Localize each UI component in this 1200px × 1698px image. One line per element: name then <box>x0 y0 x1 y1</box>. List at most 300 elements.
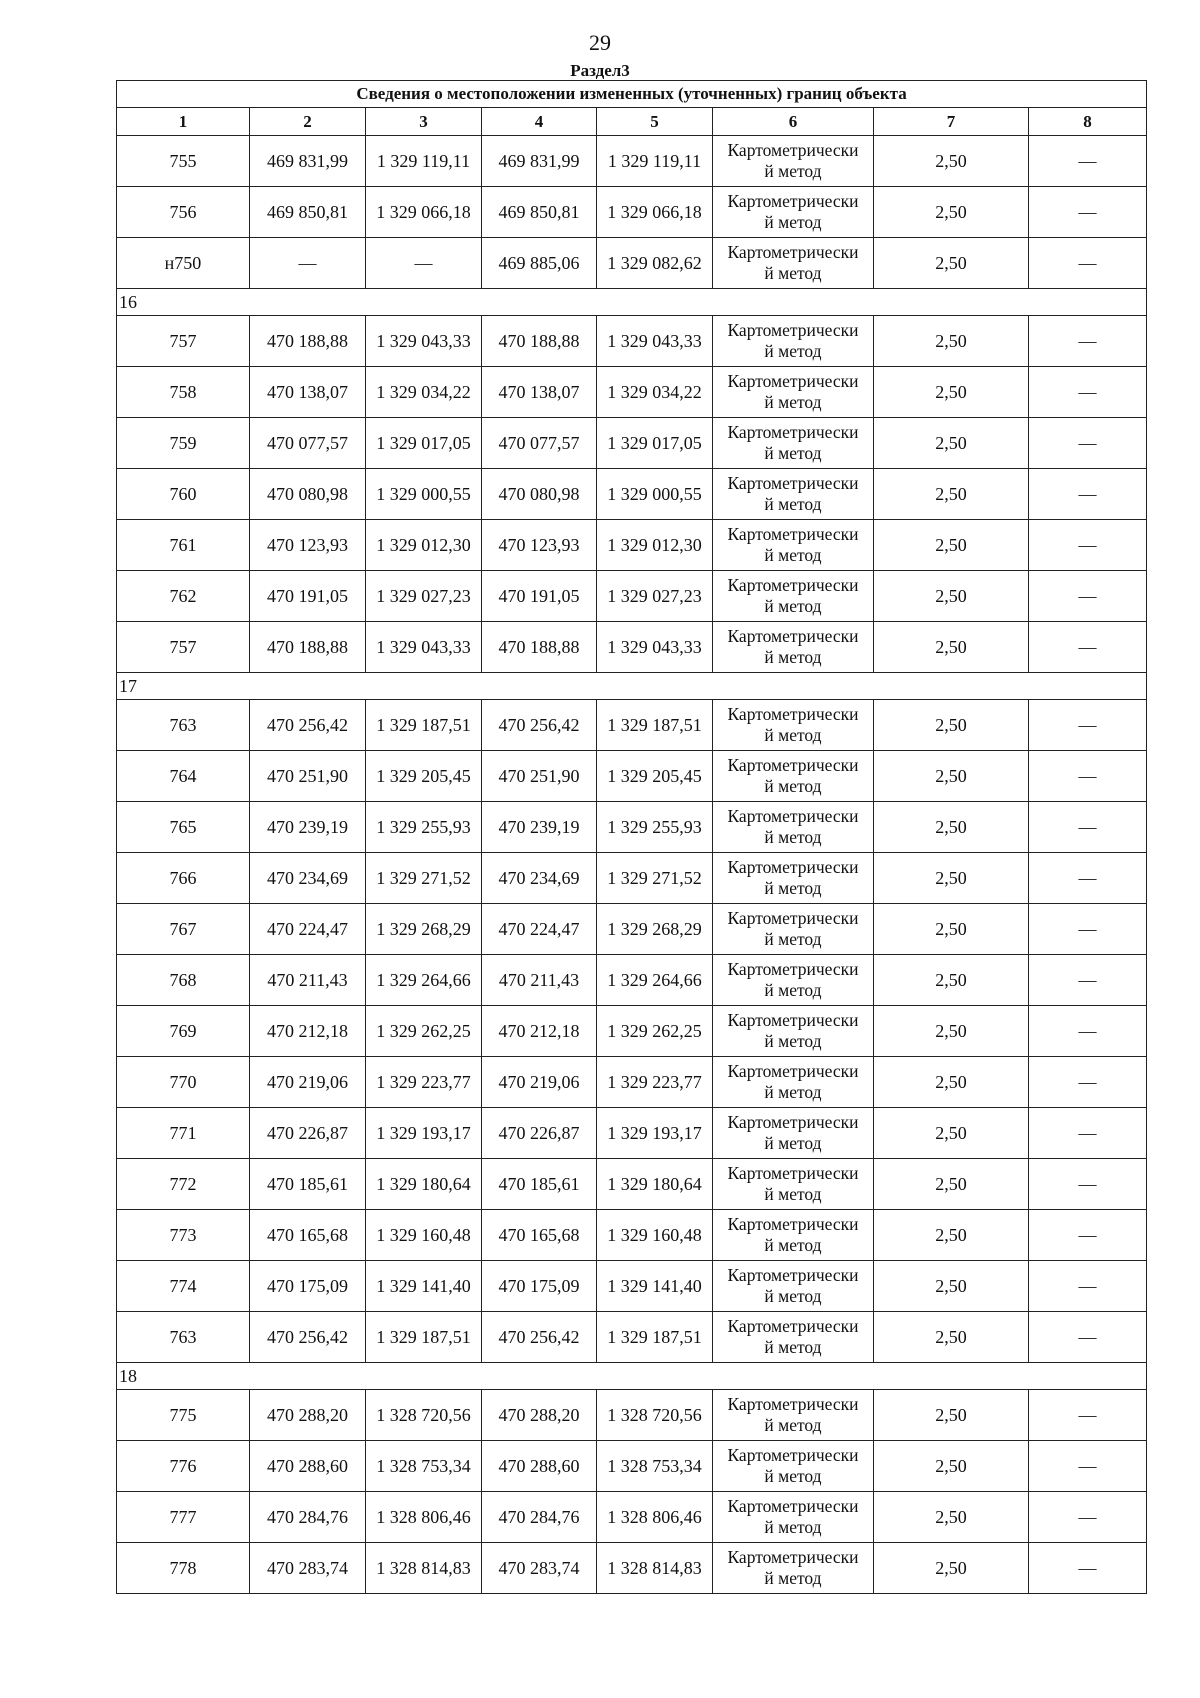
accuracy-cell: 2,50 <box>874 571 1029 622</box>
table-row <box>117 1390 1147 1441</box>
method-text-line: й метод <box>764 827 822 847</box>
point-number-cell: 772 <box>117 1159 250 1210</box>
new-y-cell: 1 329 180,64 <box>597 1159 713 1210</box>
new-y-cell: 1 329 193,17 <box>597 1108 713 1159</box>
description-cell: — <box>1029 1108 1147 1159</box>
old-y-cell: 1 329 271,52 <box>366 853 482 904</box>
new-x-cell: 470 251,90 <box>482 751 597 802</box>
old-y-cell: 1 329 160,48 <box>366 1210 482 1261</box>
old-x-cell: 470 165,68 <box>250 1210 366 1261</box>
method-text-line: Картометрически <box>727 806 859 826</box>
accuracy-cell: 2,50 <box>874 367 1029 418</box>
table-row <box>117 802 1147 853</box>
new-x-cell: 470 239,19 <box>482 802 597 853</box>
new-y-cell: 1 329 262,25 <box>597 1006 713 1057</box>
point-number-cell: 775 <box>117 1390 250 1441</box>
table-row <box>117 1492 1147 1543</box>
old-y-cell: 1 328 814,83 <box>366 1543 482 1594</box>
old-x-cell: 470 256,42 <box>250 700 366 751</box>
method-text-line: й метод <box>764 1517 822 1537</box>
table-row <box>117 853 1147 904</box>
table-row <box>117 1006 1147 1057</box>
column-header: 1 <box>117 108 250 136</box>
new-x-cell: 470 256,42 <box>482 700 597 751</box>
old-x-cell: 470 219,06 <box>250 1057 366 1108</box>
section-title: Раздел3 <box>570 61 630 80</box>
accuracy-cell: 2,50 <box>874 1441 1029 1492</box>
old-x-cell: 470 211,43 <box>250 955 366 1006</box>
method-text-line: Картометрически <box>727 575 859 595</box>
method-cell <box>713 1492 874 1543</box>
description-cell: — <box>1029 1312 1147 1363</box>
description-cell: — <box>1029 520 1147 571</box>
new-x-cell: 470 191,05 <box>482 571 597 622</box>
new-y-cell: 1 329 082,62 <box>597 238 713 289</box>
accuracy-cell: 2,50 <box>874 622 1029 673</box>
method-text-line: Картометрически <box>727 626 859 646</box>
description-cell: — <box>1029 418 1147 469</box>
point-number-cell: 757 <box>117 316 250 367</box>
old-x-cell: 470 251,90 <box>250 751 366 802</box>
method-text-line: й метод <box>764 596 822 616</box>
accuracy-cell: 2,50 <box>874 316 1029 367</box>
description-cell: — <box>1029 238 1147 289</box>
old-x-cell: 470 288,60 <box>250 1441 366 1492</box>
method-cell <box>713 622 874 673</box>
new-x-cell: 470 256,42 <box>482 1312 597 1363</box>
point-number-cell: 758 <box>117 367 250 418</box>
method-cell <box>713 853 874 904</box>
method-cell <box>713 955 874 1006</box>
accuracy-cell: 2,50 <box>874 1108 1029 1159</box>
accuracy-cell: 2,50 <box>874 469 1029 520</box>
new-x-cell: 470 188,88 <box>482 622 597 673</box>
new-x-cell: 470 211,43 <box>482 955 597 1006</box>
old-x-cell: 470 283,74 <box>250 1543 366 1594</box>
old-x-cell: 470 226,87 <box>250 1108 366 1159</box>
point-number-cell: 765 <box>117 802 250 853</box>
column-header: 2 <box>250 108 366 136</box>
description-cell: — <box>1029 1492 1147 1543</box>
table-row <box>117 622 1147 673</box>
new-x-cell: 470 288,60 <box>482 1441 597 1492</box>
point-number-cell: 755 <box>117 136 250 187</box>
table-row <box>117 1441 1147 1492</box>
description-cell: — <box>1029 1159 1147 1210</box>
new-x-cell: 470 283,74 <box>482 1543 597 1594</box>
method-text-line: й метод <box>764 1082 822 1102</box>
column-header: 4 <box>482 108 597 136</box>
contour-number: 17 <box>117 673 1147 700</box>
method-cell <box>713 1390 874 1441</box>
method-text-line: Картометрически <box>727 1445 859 1465</box>
accuracy-cell: 2,50 <box>874 1006 1029 1057</box>
method-cell <box>713 1543 874 1594</box>
method-text-line: Картометрически <box>727 140 859 160</box>
method-text-line: Картометрически <box>727 1214 859 1234</box>
page-number: 29 <box>589 30 611 55</box>
method-cell <box>713 520 874 571</box>
table-row <box>117 751 1147 802</box>
accuracy-cell: 2,50 <box>874 904 1029 955</box>
method-cell <box>713 469 874 520</box>
old-y-cell: 1 329 012,30 <box>366 520 482 571</box>
accuracy-cell: 2,50 <box>874 1543 1029 1594</box>
description-cell: — <box>1029 316 1147 367</box>
new-y-cell: 1 329 119,11 <box>597 136 713 187</box>
method-text-line: Картометрически <box>727 422 859 442</box>
old-y-cell: 1 329 180,64 <box>366 1159 482 1210</box>
accuracy-cell: 2,50 <box>874 1390 1029 1441</box>
old-y-cell: 1 328 720,56 <box>366 1390 482 1441</box>
accuracy-cell: 2,50 <box>874 700 1029 751</box>
method-text-line: Картометрически <box>727 1061 859 1081</box>
point-number-cell: 769 <box>117 1006 250 1057</box>
old-y-cell: 1 329 066,18 <box>366 187 482 238</box>
new-x-cell: 470 175,09 <box>482 1261 597 1312</box>
point-number-cell: 767 <box>117 904 250 955</box>
old-x-cell: 469 850,81 <box>250 187 366 238</box>
new-y-cell: 1 329 034,22 <box>597 367 713 418</box>
new-x-cell: 469 850,81 <box>482 187 597 238</box>
new-x-cell: 469 885,06 <box>482 238 597 289</box>
accuracy-cell: 2,50 <box>874 520 1029 571</box>
old-y-cell: 1 329 187,51 <box>366 1312 482 1363</box>
new-y-cell: 1 329 187,51 <box>597 700 713 751</box>
point-number-cell: 768 <box>117 955 250 1006</box>
point-number-cell: 763 <box>117 1312 250 1363</box>
new-x-cell: 470 080,98 <box>482 469 597 520</box>
old-y-cell: 1 329 034,22 <box>366 367 482 418</box>
method-text-line: й метод <box>764 776 822 796</box>
old-x-cell: 470 188,88 <box>250 622 366 673</box>
old-y-cell: 1 329 223,77 <box>366 1057 482 1108</box>
method-cell <box>713 1261 874 1312</box>
table-row <box>117 136 1147 187</box>
point-number-cell: 774 <box>117 1261 250 1312</box>
description-cell: — <box>1029 187 1147 238</box>
point-number-cell: 764 <box>117 751 250 802</box>
new-x-cell: 470 185,61 <box>482 1159 597 1210</box>
new-y-cell: 1 329 223,77 <box>597 1057 713 1108</box>
new-y-cell: 1 329 043,33 <box>597 316 713 367</box>
method-text-line: Картометрически <box>727 1394 859 1414</box>
new-y-cell: 1 329 160,48 <box>597 1210 713 1261</box>
point-number-cell: 760 <box>117 469 250 520</box>
method-text-line: Картометрически <box>727 1010 859 1030</box>
contour-number: 16 <box>117 289 1147 316</box>
method-text-line: Картометрически <box>727 959 859 979</box>
method-text-line: й метод <box>764 878 822 898</box>
point-number-cell: 766 <box>117 853 250 904</box>
new-y-cell: 1 328 720,56 <box>597 1390 713 1441</box>
old-y-cell: 1 329 017,05 <box>366 418 482 469</box>
table-row <box>117 418 1147 469</box>
method-cell <box>713 187 874 238</box>
column-header: 6 <box>713 108 874 136</box>
description-cell: — <box>1029 1006 1147 1057</box>
accuracy-cell: 2,50 <box>874 1159 1029 1210</box>
method-text-line: Картометрически <box>727 242 859 262</box>
method-cell <box>713 418 874 469</box>
old-x-cell: 470 234,69 <box>250 853 366 904</box>
method-cell <box>713 1108 874 1159</box>
old-x-cell: 470 212,18 <box>250 1006 366 1057</box>
method-text-line: й метод <box>764 443 822 463</box>
method-text-line: й метод <box>764 1415 822 1435</box>
old-x-cell: 470 138,07 <box>250 367 366 418</box>
old-x-cell: 469 831,99 <box>250 136 366 187</box>
old-x-cell: 470 123,93 <box>250 520 366 571</box>
description-cell: — <box>1029 1543 1147 1594</box>
contour-number: 18 <box>117 1363 1147 1390</box>
point-number-cell: 762 <box>117 571 250 622</box>
method-cell <box>713 571 874 622</box>
old-y-cell: 1 329 027,23 <box>366 571 482 622</box>
description-cell: — <box>1029 955 1147 1006</box>
point-number-cell: 771 <box>117 1108 250 1159</box>
description-cell: — <box>1029 1441 1147 1492</box>
method-text-line: й метод <box>764 545 822 565</box>
new-y-cell: 1 329 205,45 <box>597 751 713 802</box>
old-x-cell: 470 185,61 <box>250 1159 366 1210</box>
new-x-cell: 470 219,06 <box>482 1057 597 1108</box>
accuracy-cell: 2,50 <box>874 136 1029 187</box>
accuracy-cell: 2,50 <box>874 955 1029 1006</box>
accuracy-cell: 2,50 <box>874 1312 1029 1363</box>
new-y-cell: 1 329 271,52 <box>597 853 713 904</box>
accuracy-cell: 2,50 <box>874 853 1029 904</box>
method-text-line: й метод <box>764 929 822 949</box>
description-cell: — <box>1029 1210 1147 1261</box>
new-y-cell: 1 329 066,18 <box>597 187 713 238</box>
old-y-cell: 1 329 000,55 <box>366 469 482 520</box>
table-row <box>117 571 1147 622</box>
method-text-line: Картометрически <box>727 1265 859 1285</box>
new-x-cell: 470 138,07 <box>482 367 597 418</box>
table-row <box>117 469 1147 520</box>
description-cell: — <box>1029 700 1147 751</box>
old-y-cell: 1 329 262,25 <box>366 1006 482 1057</box>
method-text-line: Картометрически <box>727 755 859 775</box>
method-text-line: й метод <box>764 1286 822 1306</box>
method-cell <box>713 802 874 853</box>
description-cell: — <box>1029 469 1147 520</box>
table-row <box>117 316 1147 367</box>
table-row <box>117 1057 1147 1108</box>
method-cell <box>713 136 874 187</box>
table-row <box>117 238 1147 289</box>
old-y-cell: 1 329 193,17 <box>366 1108 482 1159</box>
column-header: 7 <box>874 108 1029 136</box>
table-row <box>117 1210 1147 1261</box>
old-x-cell: 470 256,42 <box>250 1312 366 1363</box>
point-number-cell: 756 <box>117 187 250 238</box>
new-x-cell: 470 224,47 <box>482 904 597 955</box>
old-x-cell: 470 188,88 <box>250 316 366 367</box>
method-cell <box>713 367 874 418</box>
old-x-cell: — <box>250 238 366 289</box>
old-y-cell: 1 329 205,45 <box>366 751 482 802</box>
method-text-line: Картометрически <box>727 1547 859 1567</box>
point-number-cell: 773 <box>117 1210 250 1261</box>
description-cell: — <box>1029 1390 1147 1441</box>
old-y-cell: 1 329 255,93 <box>366 802 482 853</box>
method-text-line: й метод <box>764 725 822 745</box>
column-header: 3 <box>366 108 482 136</box>
method-text-line: Картометрически <box>727 704 859 724</box>
method-text-line: й метод <box>764 212 822 232</box>
method-text-line: й метод <box>764 392 822 412</box>
accuracy-cell: 2,50 <box>874 1057 1029 1108</box>
old-x-cell: 470 288,20 <box>250 1390 366 1441</box>
point-number-cell: 777 <box>117 1492 250 1543</box>
method-cell <box>713 904 874 955</box>
old-y-cell: 1 329 141,40 <box>366 1261 482 1312</box>
description-cell: — <box>1029 1261 1147 1312</box>
old-y-cell: 1 329 187,51 <box>366 700 482 751</box>
table-row <box>117 955 1147 1006</box>
contour-group-row <box>117 673 1147 700</box>
method-text-line: й метод <box>764 494 822 514</box>
new-y-cell: 1 329 012,30 <box>597 520 713 571</box>
contour-group-row <box>117 289 1147 316</box>
method-text-line: й метод <box>764 1133 822 1153</box>
point-number-cell: 757 <box>117 622 250 673</box>
table-row <box>117 520 1147 571</box>
table-row <box>117 187 1147 238</box>
description-cell: — <box>1029 571 1147 622</box>
new-y-cell: 1 329 268,29 <box>597 904 713 955</box>
table-row <box>117 904 1147 955</box>
table-row <box>117 367 1147 418</box>
method-cell <box>713 1006 874 1057</box>
old-y-cell: — <box>366 238 482 289</box>
method-text-line: й метод <box>764 1568 822 1588</box>
method-cell <box>713 1057 874 1108</box>
column-header: 8 <box>1029 108 1147 136</box>
method-text-line: й метод <box>764 1031 822 1051</box>
new-x-cell: 470 188,88 <box>482 316 597 367</box>
description-cell: — <box>1029 751 1147 802</box>
table-row <box>117 1261 1147 1312</box>
method-text-line: й метод <box>764 980 822 1000</box>
method-cell <box>713 316 874 367</box>
new-x-cell: 470 165,68 <box>482 1210 597 1261</box>
method-text-line: й метод <box>764 263 822 283</box>
table-row <box>117 1312 1147 1363</box>
boundary-coordinates-table <box>116 80 1147 1594</box>
method-text-line: Картометрически <box>727 1163 859 1183</box>
table-caption: Сведения о местоположении измененных (уточненных) границ объекта <box>117 81 1147 108</box>
table-body <box>117 136 1147 1594</box>
method-text-line: й метод <box>764 341 822 361</box>
table-row <box>117 1108 1147 1159</box>
method-text-line: й метод <box>764 161 822 181</box>
old-x-cell: 470 175,09 <box>250 1261 366 1312</box>
new-y-cell: 1 329 264,66 <box>597 955 713 1006</box>
old-x-cell: 470 191,05 <box>250 571 366 622</box>
method-text-line: й метод <box>764 1235 822 1255</box>
new-y-cell: 1 329 017,05 <box>597 418 713 469</box>
new-x-cell: 470 226,87 <box>482 1108 597 1159</box>
method-cell <box>713 238 874 289</box>
old-x-cell: 470 284,76 <box>250 1492 366 1543</box>
method-cell <box>713 1312 874 1363</box>
new-y-cell: 1 329 141,40 <box>597 1261 713 1312</box>
old-x-cell: 470 080,98 <box>250 469 366 520</box>
old-y-cell: 1 329 043,33 <box>366 622 482 673</box>
table-row <box>117 1159 1147 1210</box>
point-number-cell: 770 <box>117 1057 250 1108</box>
method-cell <box>713 751 874 802</box>
description-cell: — <box>1029 853 1147 904</box>
point-number-cell: 759 <box>117 418 250 469</box>
method-cell <box>713 1210 874 1261</box>
new-y-cell: 1 328 753,34 <box>597 1441 713 1492</box>
method-text-line: Картометрически <box>727 908 859 928</box>
new-y-cell: 1 329 255,93 <box>597 802 713 853</box>
new-y-cell: 1 329 027,23 <box>597 571 713 622</box>
method-text-line: Картометрически <box>727 473 859 493</box>
method-text-line: Картометрически <box>727 191 859 211</box>
old-y-cell: 1 328 806,46 <box>366 1492 482 1543</box>
method-text-line: Картометрически <box>727 371 859 391</box>
new-x-cell: 470 212,18 <box>482 1006 597 1057</box>
new-x-cell: 470 077,57 <box>482 418 597 469</box>
point-number-cell: 761 <box>117 520 250 571</box>
accuracy-cell: 2,50 <box>874 1261 1029 1312</box>
new-y-cell: 1 329 187,51 <box>597 1312 713 1363</box>
method-text-line: Картометрически <box>727 857 859 877</box>
method-cell <box>713 700 874 751</box>
table-row <box>117 1543 1147 1594</box>
point-number-cell: 763 <box>117 700 250 751</box>
column-number-row <box>117 108 1147 136</box>
new-y-cell: 1 328 806,46 <box>597 1492 713 1543</box>
new-y-cell: 1 329 043,33 <box>597 622 713 673</box>
accuracy-cell: 2,50 <box>874 187 1029 238</box>
method-text-line: Картометрически <box>727 1316 859 1336</box>
old-y-cell: 1 329 264,66 <box>366 955 482 1006</box>
method-text-line: й метод <box>764 1466 822 1486</box>
new-x-cell: 470 284,76 <box>482 1492 597 1543</box>
old-y-cell: 1 329 119,11 <box>366 136 482 187</box>
new-y-cell: 1 329 000,55 <box>597 469 713 520</box>
description-cell: — <box>1029 1057 1147 1108</box>
accuracy-cell: 2,50 <box>874 802 1029 853</box>
method-text-line: Картометрически <box>727 1112 859 1132</box>
method-cell <box>713 1441 874 1492</box>
description-cell: — <box>1029 802 1147 853</box>
new-x-cell: 470 288,20 <box>482 1390 597 1441</box>
new-y-cell: 1 328 814,83 <box>597 1543 713 1594</box>
accuracy-cell: 2,50 <box>874 238 1029 289</box>
description-cell: — <box>1029 367 1147 418</box>
column-header: 5 <box>597 108 713 136</box>
table-row <box>117 700 1147 751</box>
method-text-line: Картометрически <box>727 1496 859 1516</box>
new-x-cell: 469 831,99 <box>482 136 597 187</box>
description-cell: — <box>1029 904 1147 955</box>
method-text-line: Картометрически <box>727 524 859 544</box>
method-text-line: й метод <box>764 1184 822 1204</box>
old-x-cell: 470 077,57 <box>250 418 366 469</box>
new-x-cell: 470 234,69 <box>482 853 597 904</box>
new-x-cell: 470 123,93 <box>482 520 597 571</box>
old-x-cell: 470 224,47 <box>250 904 366 955</box>
point-number-cell: 776 <box>117 1441 250 1492</box>
